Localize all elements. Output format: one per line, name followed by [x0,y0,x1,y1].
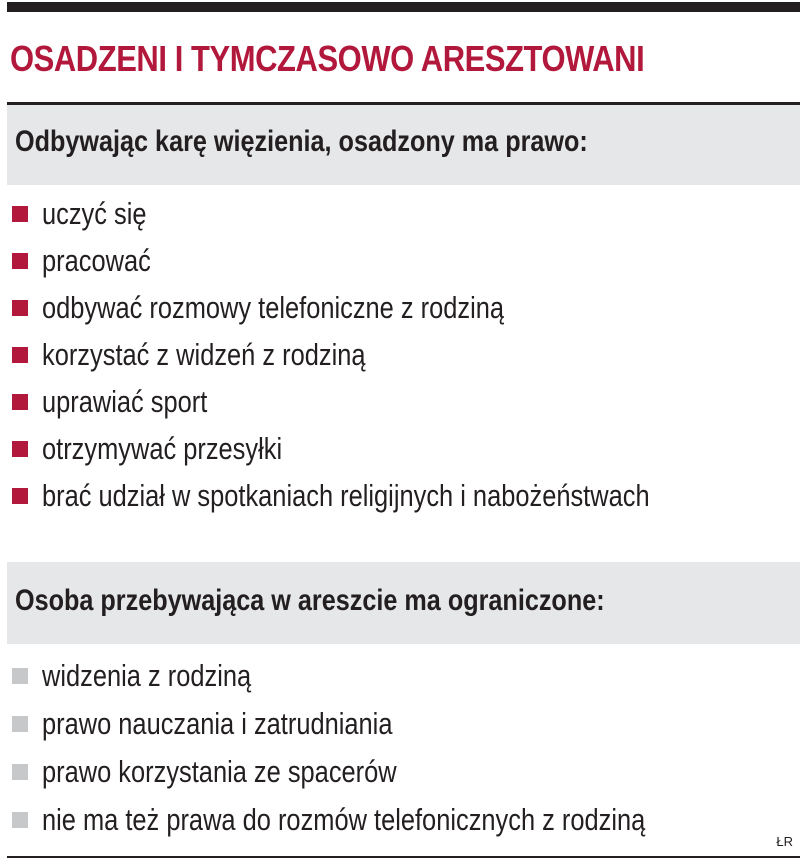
list-item-text: prawo korzystania ze spacerów [42,754,397,789]
list-item-text: pracować [42,243,151,278]
list-item-text: brać udział w spotkaniach religijnych i nabożeństwach [42,478,650,513]
top-rule [7,2,800,12]
square-bullet-icon [12,812,28,828]
square-bullet-icon [12,764,28,780]
section-heading-rights-text: Odbywając karę więzienia, osadzony ma prawo: [15,125,588,158]
square-bullet-icon [12,394,28,410]
list-item-text: odbywać rozmowy telefoniczne z rodziną [42,290,505,325]
author-credit: ŁR [776,834,793,849]
bottom-rule [7,856,800,858]
list-item-text: nie ma też prawa do rozmów telefonicznych z rodziną [42,802,646,837]
list-item-text: uczyć się [42,196,147,231]
square-bullet-icon [12,668,28,684]
square-bullet-icon [12,347,28,363]
square-bullet-icon [12,300,28,316]
list-item-text: uprawiać sport [42,384,208,419]
section-heading-rights [7,105,800,185]
list-item-text: widzenia z rodziną [42,658,252,693]
square-bullet-icon [12,488,28,504]
square-bullet-icon [12,206,28,222]
square-bullet-icon [12,441,28,457]
square-bullet-icon [12,253,28,269]
section-heading-restrictions [7,562,800,644]
section-heading-restrictions-text: Osoba przebywająca w areszcie ma ograniczone: [15,584,605,617]
square-bullet-icon [12,716,28,732]
list-item-text: korzystać z widzeń z rodziną [42,337,366,372]
page-title: OSADZENI I TYMCZASOWO ARESZTOWANI [10,38,645,79]
list-item-text: otrzymywać przesyłki [42,431,283,466]
list-item-text: prawo nauczania i zatrudniania [42,706,393,741]
